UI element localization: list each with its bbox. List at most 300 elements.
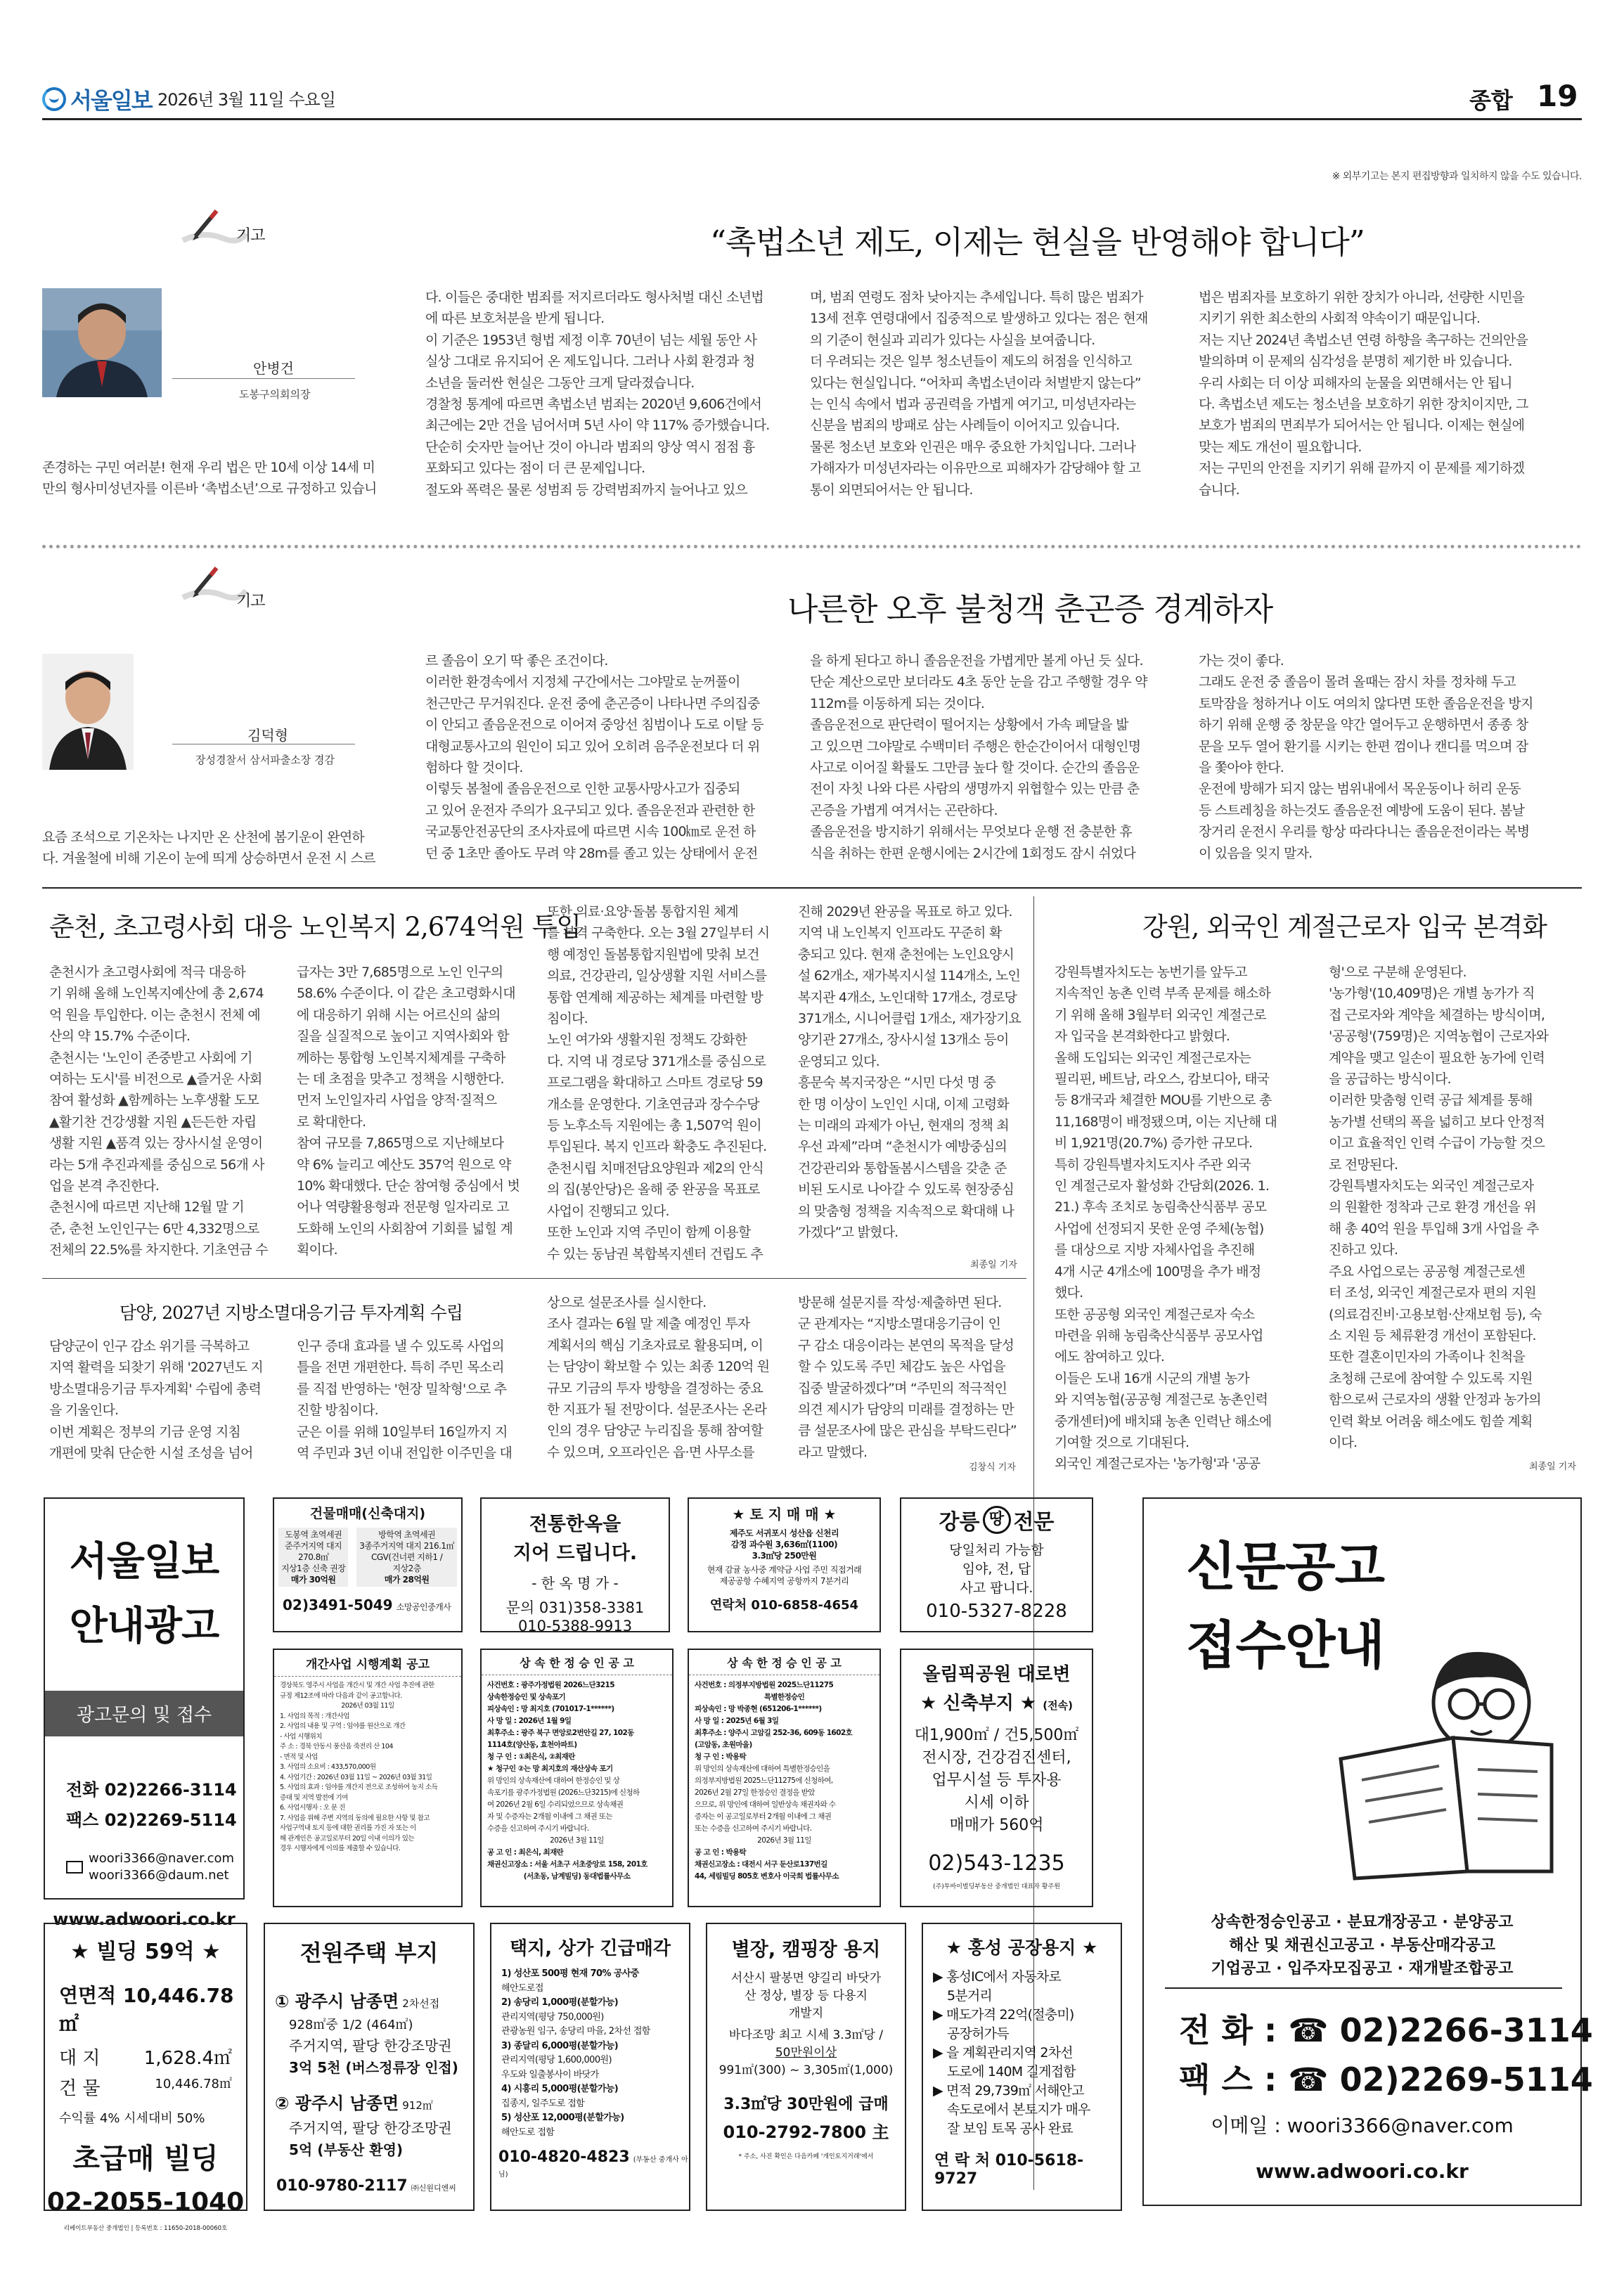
ad-text: 의정부지방법원 2025느단11275에 신청하여, — [695, 1776, 833, 1785]
text-line: 에 따른 보호처분을 받게 됩니다. — [425, 311, 605, 327]
text-line: 있다는 현실입니다. “어차피 촉법소년이라 처벌받지 않는다” — [810, 375, 1141, 391]
ad-guide-band: 광고문의 및 접수 — [45, 1691, 243, 1736]
ad-text: 채권신고장소 : 대전시 서구 둔산로137번길 — [695, 1860, 827, 1869]
ad-text: 1. 사업의 목적 : 개간사업 — [280, 1712, 349, 1720]
text-line: 께하는 통합형 노인복지체계를 구축하 — [297, 1050, 505, 1066]
news2-byline: 최종일 기자 — [1529, 1462, 1576, 1472]
ad-text: 4. 사업기간 : 2026년 03월 11일 ~ 2026년 03월 31일 — [280, 1773, 432, 1781]
ad-text: 위 망인의 상속재산에 대하여 특별한정승인을 — [695, 1765, 830, 1773]
text-line: 큼 설문조사에 많은 관심을 부탁드린다” — [798, 1423, 1017, 1439]
ad-guide-fax: 팩스 02)2269-5114 — [66, 1810, 237, 1830]
ad-text: 지어 드립니다. — [513, 1542, 638, 1564]
ad-text: 현재 감귤 농사중 계약금 사업 주민 직접거래 — [707, 1565, 862, 1575]
ad-factory-land[interactable] — [922, 1923, 1122, 2211]
ad-text: 문의 031)358-3381 — [505, 1599, 645, 1616]
text-line: 통합 연계해 제공하는 체계를 마련할 방 — [547, 989, 763, 1005]
text-line: 를 직접 반영하는 '현장 밀착형'으로 추 — [297, 1381, 507, 1397]
text-line: 소 지원 등 체류환경 개선이 포함된다. — [1329, 1327, 1536, 1343]
author1-role: 도봉구의회의장 — [239, 388, 311, 401]
article1-title: “촉법소년 제도, 이제는 현실을 반영해야 합니다” — [710, 224, 1365, 261]
text-line: 충되고 있다. 현재 춘천에는 노인요양시 — [798, 946, 1014, 962]
ad-building-59[interactable] — [44, 1923, 247, 2232]
ad-text: 상속한정승인공고 · 분묘개장공고 · 분양공고 — [1211, 1914, 1514, 1931]
text-line: 졸음운전으로 판단력이 떨어지는 상황에서 가속 페달을 밟 — [810, 717, 1128, 733]
text-line: 마련을 위해 농림축산식품부 공모사업 — [1055, 1327, 1263, 1343]
text-line: 올해 도입되는 외국인 계절근로자는 — [1055, 1050, 1251, 1066]
ad-text: * 주소, 사진 확인은 다음카페 '개인토지거래'에서 — [738, 2153, 874, 2160]
text-line: 이번 계획은 정부의 기금 운영 지침 — [49, 1424, 240, 1440]
ad-text: 02)543-1235 — [928, 1851, 1065, 1876]
text-line: 13세 전후 연령대에서 집중적으로 발생하고 있다는 점은 현재 — [810, 311, 1148, 327]
ad-text: 50만원이상 — [775, 2046, 837, 2060]
text-line: 지역 활력을 되찾기 위해 '2027년도 지 — [49, 1360, 263, 1376]
text-line: 그래도 운전 중 졸음이 몰려 올때는 잠시 차를 정차해 두고 — [1199, 674, 1516, 690]
text-line: 고 있으면 그야말로 수백미터 주행은 한순간이어서 대형인명 — [810, 738, 1141, 754]
ad-text: 자 및 수증자는 2개월 이내에 그 채권 또는 — [487, 1812, 612, 1821]
ad-inheritance-notice-1[interactable] — [480, 1649, 674, 1907]
ad-guide-title1: 서울일보 — [69, 1539, 219, 1585]
ad-text: (서초동, 남계빌딩) 동대법률사무소 — [523, 1872, 631, 1881]
author1-divider — [172, 378, 355, 379]
ad-text: 상 속 한 정 승 인 공 고 — [727, 1656, 842, 1670]
ad-text: 010-4820-4823 — [498, 2148, 630, 2166]
text-line: 사고로 이어질 확률도 그만큼 높다 할 것이다. 순간의 졸음운 — [810, 760, 1140, 776]
text-line: (의료검진비·고용보험·산재보험 등), 숙 — [1329, 1306, 1542, 1322]
ad-gangneung[interactable] — [900, 1497, 1093, 1632]
ad-olympic-park[interactable] — [900, 1649, 1093, 1907]
ad-text: 4) 시흥리 5,000평(분할가능) — [501, 2084, 619, 2094]
ad-text: ★ 청구인 ②는 망 최지호의 재산상속 포기 — [487, 1765, 613, 1773]
ad-text: 경상북도 영주시 사업을 개간시 및 개간 사업 추진에 관한 — [280, 1682, 434, 1689]
ad-notice[interactable] — [1142, 1497, 1593, 2206]
text-line: 이 안되고 졸음운전으로 이어져 중앙선 침범이나 도로 이탈 등 — [425, 717, 763, 733]
text-line: 규모 기금의 투자 방향을 결정하는 중요 — [547, 1380, 763, 1396]
text-line: 단순 계산으로만 보더라도 4초 동안 눈을 감고 주행할 경우 약 — [810, 674, 1147, 690]
header-rule — [42, 118, 1582, 120]
text-line: 운전에 방해가 되지 않는 범위내에서 목운동이나 허리 운동 — [1199, 781, 1521, 797]
ad-notice-web[interactable]: www.adwoori.co.kr — [1256, 2160, 1469, 2183]
ad-text: 도봉역 초역세권 — [285, 1530, 342, 1540]
ad-text: 상속한정승인 및 상속포기 — [487, 1693, 566, 1701]
text-line: 실상 그대로 유지되어 온 제도입니다. 그러나 사회 환경과 청 — [425, 354, 755, 370]
ad-text: 사건번호 : 의정부지방법원 2025느단11275 — [695, 1681, 834, 1689]
ad-building-sale[interactable] — [273, 1497, 463, 1632]
text-line: 발의하며 이 문제의 심각성을 분명히 제기한 바 있습니다. — [1199, 354, 1512, 370]
ad-text: 3) 종달리 6,000평(분할가능) — [501, 2040, 619, 2051]
text-line: 지키기 위한 최소한의 사회적 약속이기 때문입니다. — [1199, 311, 1481, 327]
text-line: 도화해 노인의 사회참여 기회를 넓힐 계 — [297, 1220, 513, 1237]
text-line: 프로그램을 확대하고 스마트 경로당 59 — [547, 1075, 763, 1091]
ad-text: 연면적 10,446.78㎡ — [59, 1984, 234, 2035]
ad-text: 공 고 인 : 최은식, 최재란 — [487, 1848, 564, 1857]
ad-notice-tel[interactable]: 전 화 : ☎ 02)2266-3114 — [1179, 2011, 1593, 2049]
text-line: 하기 위해 운행 중 창문을 약간 열어두고 운행하면서 종종 창 — [1199, 717, 1528, 733]
ad-text: 개간사업 시행계획 공고 — [305, 1658, 430, 1672]
ad-text: 제주도 서귀포시 성산읍 신천리 — [729, 1528, 839, 1538]
ad-text: (부동산 중개사 아님) — [498, 2156, 688, 2179]
text-line: 또한 공공형 외국인 계절근로자 숙소 — [1055, 1306, 1255, 1322]
text-line: 춘천시립 치매전담요양원과 제2의 안식 — [547, 1160, 763, 1176]
ad-notice-fax[interactable]: 팩 스 : ☎ 02)2269-5114 — [1179, 2061, 1593, 2098]
text-line: 대형교통사고의 원인이 되고 있어 오히려 음주운전보다 더 위 — [425, 738, 760, 754]
text-line: 흥문숙 복지국장은 “시민 다섯 명 중 — [798, 1075, 995, 1091]
text-line: 사업이 진행되고 있다. — [547, 1203, 669, 1219]
text-line: 라고 말했다. — [798, 1444, 868, 1460]
text-line: 경찰청 통계에 따르면 촉법소년 범죄는 2020년 9,606건에서 — [425, 396, 762, 413]
ad-hanok[interactable] — [480, 1497, 670, 1632]
ad-text: 928㎡중 1/2 (464㎡) — [289, 2018, 413, 2032]
text-line: 진해 2029년 완공을 목표로 하고 있다. — [798, 904, 1012, 920]
text-line: 험하다 할 것이다. — [425, 760, 523, 776]
text-line: 방소멸대응기금 투자계획' 수립에 총력 — [49, 1381, 262, 1397]
article2-tag: 기고 — [236, 593, 265, 610]
ad-text: 바다조망 최고 시세 3.3㎡당 / — [728, 2028, 884, 2042]
text-line: 주요 사업으로는 공공형 계절근로센 — [1329, 1263, 1526, 1279]
ad-text: ▶ 면적 29,739㎡ 서해안고 — [933, 2083, 1084, 2098]
ad-text: 별장, 캠핑장 용지 — [731, 1939, 881, 1961]
text-line: '농가형'(10,409명)은 개별 농가가 직 — [1329, 986, 1535, 1002]
news3-col2 — [297, 1336, 520, 1464]
text-line: 계획서의 핵심 기초자료로 활용되며, 이 — [547, 1337, 763, 1353]
ad-text: 010-9780-2117 — [276, 2177, 408, 2195]
ad-building-b — [356, 1528, 457, 1587]
news1-col4 — [798, 901, 1022, 1244]
ad-text: 건 물 — [59, 2078, 101, 2099]
section-rule — [42, 887, 1582, 889]
ad-text: 제공공항 수혜지역 공항까지 7분거리 — [719, 1576, 849, 1586]
ad-text: 신문공고 — [1186, 1537, 1384, 1597]
author2-photo — [42, 654, 134, 770]
text-line: 4개 시군 4개소에 100명을 추가 배정 — [1055, 1263, 1261, 1279]
article1-col3 — [810, 287, 1179, 501]
ad-text: 방학역 초역세권 — [378, 1530, 436, 1540]
ad-land[interactable] — [688, 1497, 881, 1632]
text-line: 맞는 제도 개선이 필요합니다. — [1199, 439, 1362, 455]
ad-text: 6. 사업시행자 : 오 문 진 — [280, 1804, 345, 1812]
mail-icon — [66, 1861, 83, 1874]
ad-text: 규정 제12조에 따라 다음과 같이 공고합니다. — [280, 1691, 402, 1700]
text-line: 는 담양이 확보할 수 있는 최종 120억 원 — [547, 1359, 770, 1375]
text-line: 산의 약 15.7% 수준이다. — [49, 1028, 191, 1045]
ad-text: - 한 옥 명 가 - — [531, 1575, 619, 1592]
text-line: 군은 이를 위해 10일부터 16일까지 지 — [297, 1424, 508, 1440]
page-number: 19 — [1537, 79, 1578, 113]
ad-country-house-land[interactable] — [264, 1923, 475, 2211]
ad-text: 전원주택 부지 — [299, 1940, 439, 1966]
text-line: 전이 자칫 나와 다른 사람의 생명까지 위협할수 있는 만큼 춘 — [810, 781, 1140, 797]
text-line: 라는 5개 추진과제를 중심으로 56개 사 — [49, 1156, 264, 1173]
text-line: 에 대응하기 위해 시는 어르신의 삶의 — [297, 1007, 501, 1023]
ad-text: 2차선접 — [402, 1997, 440, 2010]
ad-text: ★ 빌딩 59억 ★ — [70, 1940, 221, 1964]
text-line: 행 예정인 돌봄통합지원법에 맞춰 보건 — [547, 946, 759, 962]
ad-text: 소망공인중개사 — [396, 1602, 451, 1612]
ad-text: - 면적 및 사업 — [280, 1753, 318, 1761]
text-line: 천근만근 무거워진다. 운전 중에 춘곤증이 나타나면 주의집중 — [425, 695, 760, 711]
text-line: 신분을 범죄의 방패로 삼는 사례들이 이어지고 있습니다. — [810, 418, 1120, 434]
ad-camping-land[interactable] — [706, 1923, 906, 2211]
ad-text: 관리지역(평당 750,000원) — [501, 2011, 604, 2023]
ad-text: 피상속인 : 망 박종현 (651206-1******) — [695, 1705, 822, 1713]
news3-col3 — [547, 1292, 771, 1463]
text-line: 등 8개국과 체결한 MOU를 기반으로 총 — [1055, 1092, 1272, 1109]
masthead-logo[interactable] — [42, 83, 152, 115]
text-line: 존경하는 구민 여러분! 현재 우리 법은 만 10세 이상 14세 미 — [42, 460, 375, 475]
text-line: 개편에 맞춰 단순한 시설 조성을 넘어 — [49, 1445, 253, 1462]
ad-text: 서산시 팔봉면 양길리 바닷가 — [730, 1971, 882, 1985]
text-line: 법은 범죄자를 보호하기 위한 장치가 아니라, 선량한 시민을 — [1199, 290, 1525, 305]
ad-text: 5분거리 — [947, 1988, 992, 2004]
ad-text: 2026년 3월 11일 — [757, 1836, 811, 1845]
text-line: 약 6% 늘리고 예산도 357억 원으로 약 — [297, 1156, 511, 1173]
text-line: 군 관계자는 “지방소멸대응기금이 인 — [798, 1316, 1001, 1332]
text-line: 다. 지역 내 경로당 371개소를 중심으로 — [547, 1053, 766, 1069]
text-line: 외국인 계절근로자는 '농가형'과 '공공 — [1055, 1456, 1261, 1472]
ad-text: 피상속인 : 망 최지호 (701017-1******) — [487, 1705, 614, 1713]
text-line: 상으로 설문조사를 실시한다. — [547, 1295, 707, 1310]
ad-text: 건물매매(신축대지) — [309, 1506, 426, 1521]
ad-text: 7. 사업을 위해 주변 지역의 동의에 필요한 사항 및 참고 — [280, 1814, 430, 1822]
ad-text: 업무시설 등 투자용 — [932, 1772, 1062, 1789]
article1-col4 — [1199, 287, 1578, 501]
text-line: 식을 취하는 한편 운행시에는 2시간에 1회정도 잠시 쉬었다 — [810, 845, 1135, 861]
ad-text: 택지, 상가 긴급매각 — [510, 1938, 671, 1959]
text-line: 인 계절근로자 활성화 간담회(2026. 1. — [1055, 1178, 1270, 1194]
text-line: 강원특별자치도는 농번기를 앞두고 — [1055, 965, 1247, 980]
text-line: 한 명 이상이 노인인 시대, 이제 고령화 — [798, 1096, 1009, 1112]
ad-text: 대 지 — [59, 2048, 101, 2069]
text-line: 방문해 설문지를 작성·제출하면 된다. — [798, 1295, 1002, 1310]
ad-text: 2026년 3월 11일 — [550, 1836, 604, 1845]
text-line: 형'으로 구분해 운영된다. — [1329, 965, 1467, 980]
ad-text: ▶ 매도가격 22억(절충미) — [933, 2007, 1074, 2023]
text-line: 와 지역농협(공공형 계절근로 농촌인력 — [1055, 1392, 1268, 1408]
ad-guide-web[interactable]: www.adwoori.co.kr — [53, 1909, 236, 1929]
text-line: 가해자가 미성년자라는 이유만으로 피해자가 감당해야 할 고 — [810, 460, 1141, 477]
ad-text: 1114호(양산동, 효천아파트) — [487, 1741, 577, 1749]
ad-development-notice[interactable] — [273, 1649, 463, 1907]
ad-guide[interactable] — [44, 1497, 245, 1929]
text-line: 는 데 초점을 맞추고 정책을 시행한다. — [297, 1071, 504, 1088]
text-line: 곤증을 가볍게 여겨서는 곤란하다. — [810, 802, 998, 818]
newspaper-reader-illustration — [1313, 1625, 1566, 1878]
ad-text: 1,628.4㎡ — [143, 2048, 232, 2069]
ad-text: 02-2055-1040 — [46, 2188, 245, 2217]
text-line: 장거리 운전시 우리를 항상 따라다니는 졸음운전이라는 복병 — [1199, 824, 1530, 840]
text-line: 준, 춘천 노인인구는 6만 4,332명으로 — [49, 1220, 259, 1237]
ad-text: 리베이트부동산 중개법인 | 등록번호 : 11650-2018-00060호 — [63, 2225, 228, 2232]
ad-text: 매가 30억원 — [290, 1575, 336, 1585]
news3-title: 담양, 2027년 지방소멸대응기금 투자계획 수립 — [120, 1303, 463, 1323]
text-line: 역 주민과 3년 이내 전입한 이주민을 대 — [297, 1445, 513, 1462]
ad-text: 상 속 한 정 승 인 공 고 — [520, 1656, 634, 1670]
ad-text: 991㎡(300) ~ 3,305㎡(1,000) — [718, 2063, 894, 2077]
ad-text: 전문 — [1013, 1510, 1055, 1535]
ad-text: 해안도로 접함 — [501, 2127, 555, 2138]
ad-text: 사건번호 : 광주가정법원 2026느단3215 — [487, 1681, 614, 1689]
ad-text: 010-5388-9913 — [517, 1618, 633, 1634]
text-line: 이 기준은 1953년 형법 제정 이후 70년이 넘는 세월 동안 사 — [425, 332, 757, 348]
ad-text: 당일처리 가능함 — [949, 1542, 1044, 1558]
text-line: 할 수 있도록 주민 체감도 높은 사업을 — [798, 1359, 1005, 1375]
ad-text: 2) 송당리 1,000평(분할가능) — [501, 1997, 619, 2008]
text-line: 접 근로자와 계약을 체결하는 방식이며, — [1329, 1007, 1545, 1023]
text-line: 등 스트레칭을 하는것도 졸음운전 예방에 도움이 된다. 봄날 — [1199, 802, 1525, 818]
text-line: 생활 지원 ▲품격 있는 장사시설 운영이 — [49, 1135, 263, 1152]
ad-text: 집종지, 일주도로 접함 — [501, 2098, 585, 2109]
ad-text: 초급매 빌딩 — [72, 2143, 219, 2175]
ad-guide-title2: 안내광고 — [69, 1604, 219, 1649]
text-line: 침이다. — [547, 1011, 588, 1027]
ad-text: 도로에 140M 길게접함 — [947, 2064, 1076, 2079]
text-line: 노인 여가와 생활지원 정책도 강화한 — [547, 1032, 747, 1048]
text-line: 의 기준이 현실과 괴리가 있다는 사실을 보여줍니다. — [810, 332, 1095, 348]
section-name: 종합 — [1469, 87, 1513, 114]
ad-text: (고암동, 초원마을) — [695, 1741, 752, 1749]
text-line: 문을 모두 열어 환기를 시키는 한편 껌이나 캔디를 먹으며 잠 — [1199, 738, 1528, 754]
ad-residential-land[interactable] — [490, 1923, 690, 2211]
text-line: 농가별 선택의 폭을 넓히고 보다 안정적 — [1329, 1114, 1545, 1130]
text-line: 가는 것이 좋다. — [1199, 653, 1284, 669]
text-line: 졸음운전을 방지하기 위해서는 무엇보다 운행 전 충분한 휴 — [810, 824, 1132, 840]
text-line: 의 맞춤형 정책을 지속적으로 확대해 나 — [798, 1203, 1014, 1219]
text-line: 보호가 범죄의 면죄부가 되어서는 안 됩니다. 이제는 현실에 — [1199, 418, 1525, 434]
ad-notice-email[interactable]: 이메일 : woori3366@naver.com — [1211, 2114, 1514, 2137]
text-line: 진할 방침이다. — [297, 1402, 378, 1419]
ad-text: 해 관계인은 공고일로부터 20일 이내 이의가 있는 — [280, 1834, 415, 1843]
text-line: 담양군이 인구 감소 위기를 극복하고 — [49, 1339, 250, 1354]
ad-text: 공장허가득 — [947, 2026, 1009, 2042]
text-line: 먼저 노인일자리 사업을 양적·질적으 — [297, 1092, 497, 1109]
news3-col4 — [798, 1292, 1022, 1463]
text-line: 더 우려되는 것은 일부 청소년들이 제도의 허점을 인식하고 — [810, 354, 1132, 370]
ad-text: 지상2층 — [392, 1563, 421, 1573]
text-line: 다. 이들은 중대한 범죄를 저지르더라도 형사처벌 대신 소년법 — [425, 290, 763, 305]
text-line: 의 집(봉안당)은 올해 중 완공을 목표로 — [547, 1182, 760, 1198]
author1-name: 안병건 — [253, 360, 294, 377]
text-line: ▲활기찬 건강생활 지원 ▲든든한 자립 — [49, 1114, 257, 1130]
text-line: 운영되고 있다. — [798, 1053, 879, 1069]
ad-text: 3억 5천 (버스정류장 인접) — [289, 2059, 458, 2076]
ad-text: 감정 과수원 3,636㎡(1100) — [730, 1540, 838, 1549]
ad-text: ▶ 홍성IC에서 자동차로 — [933, 1969, 1061, 1985]
text-line: 21.) 후속 조치로 농림축산식품부 공모 — [1055, 1199, 1267, 1215]
text-line: 사업에 선정되지 못한 운영 주체(농협) — [1055, 1220, 1264, 1237]
section-divider — [42, 545, 1582, 548]
ad-text: 채권신고장소 : 서울 서초구 서초중앙로 158, 201호 — [487, 1860, 647, 1869]
text-line: 특히 강원특별자치도지사 주관 외국 — [1055, 1156, 1251, 1173]
text-line: 또한 결혼이민자의 가족이나 친척을 — [1329, 1349, 1526, 1365]
text-line: 에도 참여하고 있다. — [1055, 1349, 1165, 1365]
text-line: 토막잠을 청하거나 이도 여의치 않다면 또한 졸음운전을 방지 — [1199, 695, 1533, 711]
ad-text: 10,446.78㎡ — [155, 2077, 232, 2091]
ad-text: 수증을 신고하여 주시기 바랍니다. — [487, 1824, 589, 1833]
text-line: 포화되고 있다는 점이 더 큰 문제입니다. — [425, 460, 645, 477]
news2-title: 강원, 외국인 계절근로자 입국 본격화 — [1142, 912, 1547, 942]
news1-bottom-rule — [42, 1278, 1026, 1279]
text-line: '공공형'(759명)은 지역농협이 근로자와 — [1329, 1028, 1549, 1045]
text-line: 로 전망된다. — [1329, 1156, 1398, 1173]
text-line: 다. 겨울철에 비해 기온이 눈에 띄게 상승하면서 운전 시 스르 — [42, 851, 375, 867]
text-line: 수 있는 동남권 복합복지센터 건립도 추 — [547, 1246, 763, 1262]
text-line: 을 쫓아야 한다. — [1199, 760, 1284, 776]
text-line: 급자는 3만 7,685명으로 노인 인구의 — [297, 965, 503, 980]
ad-text: 사 망 일 : 2026년 1월 9일 — [487, 1717, 572, 1725]
text-line: 수 있으며, 오프라인은 읍·면 사무소를 — [547, 1444, 754, 1460]
ad-text: ① 광주시 남종면 — [275, 1992, 399, 2011]
text-line: 집중 발굴하겠다”며 “주민의 적극적인 — [798, 1380, 1007, 1396]
text-line: 우리 사회는 더 이상 피해자의 눈물을 외면해서는 안 됩니 — [1199, 375, 1512, 391]
ad-text: ▶ 을 계획관리지역 2차선 — [933, 2045, 1073, 2061]
text-line: 비된 도시로 나아갈 수 있도록 현장중심 — [798, 1182, 1014, 1198]
news1-col3 — [547, 901, 771, 1265]
article2-col2 — [425, 650, 791, 864]
ad-text: (전속) — [1043, 1699, 1073, 1712]
text-line: 가겠다”고 밝혔다. — [798, 1225, 898, 1241]
text-line: 이고 효율적인 인력 수급이 가능할 것으 — [1329, 1135, 1545, 1152]
ad-text: 2026년 03월 11일 — [341, 1702, 394, 1710]
article2-col4 — [1199, 650, 1578, 864]
ad-inheritance-notice-2[interactable] — [688, 1649, 881, 1907]
text-line: 이들은 도내 16개 시군의 개별 농가 — [1055, 1370, 1249, 1386]
text-line: 만의 형사미성년자를 이른바 ‘촉법소년’으로 규정하고 있습니 — [42, 481, 377, 497]
ad-text: 산 정상, 별장 등 다용지 — [745, 1989, 868, 2003]
text-line: 전체의 22.5%를 차지한다. 기초연금 수 — [49, 1242, 268, 1258]
text-line: 억 원을 투입한다. 이는 춘천시 전체 예 — [49, 1007, 260, 1023]
text-line: 을 하게 된다고 하니 졸음운전을 가볍게만 볼게 아닌 듯 싶다. — [810, 653, 1143, 669]
text-line: 고 있어 운전자 주의가 요구되고 있다. 졸음운전과 관련한 한 — [425, 802, 755, 818]
text-line: 습니다. — [1199, 482, 1239, 498]
ad-text: 최후주소 : 광주 북구 면앙로2번안길 27, 102동 — [487, 1729, 634, 1737]
ad-text: 개발지 — [788, 2006, 824, 2020]
article2-intro — [42, 827, 408, 870]
text-line: 투입된다. 복지 인프라 확충도 추진된다. — [547, 1139, 767, 1155]
text-line: 을 기울인다. — [49, 1402, 119, 1419]
ad-text: 시세 이하 — [964, 1794, 1029, 1812]
text-line: 11,168명이 배정됐으며, 이는 지난해 대 — [1055, 1114, 1277, 1130]
text-line: 계약을 맺고 일손이 필요한 농가에 인력 — [1329, 1050, 1545, 1066]
ad-text: 올림픽공원 대로변 — [922, 1664, 1071, 1685]
ad-text: 증대 및 지역 발전에 기여 — [280, 1793, 348, 1802]
text-line: 참여 활성화 ▲함께하는 노후생활 도모 — [49, 1092, 259, 1109]
text-line: 소년을 둘러싼 현실은 그동안 크게 달라졌습니다. — [425, 375, 695, 391]
text-line: 국교통안전공단의 조사자료에 따르면 시속 100㎞로 운전 하 — [425, 824, 756, 840]
text-line: 지속적인 농촌 인력 부족 문제를 해소하 — [1055, 986, 1271, 1002]
ad-text: 우도와 일출봉사이 바닷가 — [501, 2069, 599, 2080]
text-line: 등 노후소득 지원에는 총 1,507억 원이 — [547, 1118, 761, 1134]
ad-text: 위 망인의 상속재산에 대하여 한정승인 및 상 — [487, 1776, 620, 1785]
text-line: 371개소, 시니어클럽 1개소, 재가장기요 — [798, 1011, 1022, 1027]
ad-text: 청 구 인 : 박용탁 — [695, 1753, 747, 1761]
ad-text: 전시장, 건강검진센터, — [922, 1749, 1071, 1767]
text-line: 112m를 이동하게 되는 것이다. — [810, 695, 985, 711]
text-line: 구 감소 대응이라는 본연의 목적을 달성 — [798, 1337, 1014, 1353]
land-mark-icon: 땅 — [983, 1506, 1011, 1534]
ad-text: woori3366@naver.com — [89, 1851, 235, 1866]
text-line: 건강관리와 통합돌봄시스템을 갖춘 준 — [798, 1160, 1007, 1176]
ad-text: 연 락 처 010-5618-9727 — [934, 2152, 1084, 2188]
news3-col1 — [49, 1336, 273, 1464]
text-line: 한 지표가 될 전망이다. 설문조사는 온라 — [547, 1402, 767, 1418]
text-line: 인구 증대 효과를 낼 수 있도록 사업의 — [297, 1339, 504, 1354]
ad-text: 수익률 4% 시세대비 50% — [59, 2111, 205, 2126]
ad-text: 기업공고 · 입주자모집공고 · 재개발조합공고 — [1211, 1960, 1514, 1978]
text-line: 이 있음을 잊지 말자. — [1199, 845, 1313, 861]
text-line: 기여할 것으로 기대된다. — [1055, 1434, 1190, 1450]
text-line: 조사 결과는 6월 말 제출 예정인 투자 — [547, 1316, 750, 1332]
ad-text: ㈜신원디엔씨 — [411, 2184, 456, 2193]
ad-text: 주거지역, 팔당 한강조망권 — [289, 2120, 452, 2136]
